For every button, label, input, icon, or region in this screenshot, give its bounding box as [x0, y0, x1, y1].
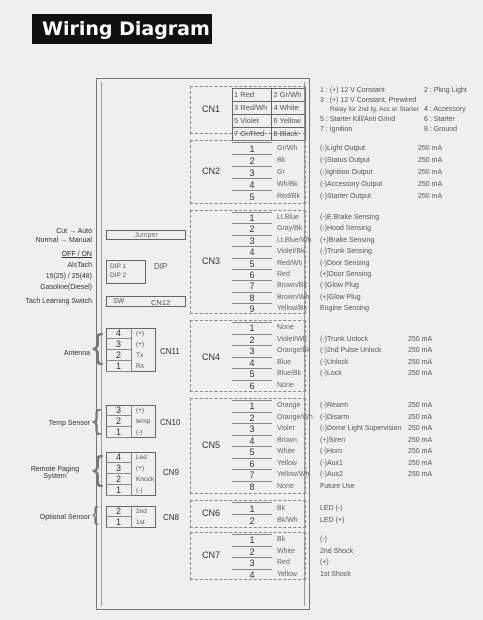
wire-function: (-)2nd Pulse Unlock — [320, 347, 382, 354]
dip-rpm-label: 15(25) / 25(48) — [45, 273, 92, 280]
wire-color: Red/Wh — [277, 259, 303, 267]
dip-label: DIP — [154, 262, 168, 271]
cn1-legend-item: 3 : (+) 12 V Constant, Prewired — [320, 97, 417, 104]
current-rating: 250 mA — [408, 425, 433, 432]
cn1-cell: 1 Red — [233, 89, 272, 102]
pin-number: 1 — [106, 361, 132, 372]
cn1-pin-grid — [232, 88, 306, 141]
current-rating: 250 mA — [408, 402, 433, 409]
wire-function: (-) — [320, 536, 327, 543]
pin-signal: (+) — [136, 341, 145, 348]
pin-number: 5 — [232, 258, 272, 270]
wire-function: (-)Ignition Output — [320, 169, 373, 176]
wire-function: 1st Shock — [320, 570, 351, 578]
pin-number: 1 — [232, 400, 272, 413]
wire-color: None — [277, 482, 294, 490]
current-rating: 250 mA — [408, 436, 433, 444]
current-rating: 250 mA — [408, 347, 433, 354]
cn1-cell: 6 Yellow — [272, 115, 306, 128]
wire-color: Orange/Bk — [277, 347, 311, 354]
pin-signal: 2nd — [136, 508, 147, 515]
pin-number: 7 — [232, 280, 272, 292]
pin-signal: (+) — [136, 465, 145, 472]
optional-sensor-label: Optional Sensor — [39, 514, 90, 521]
dip-fuel-label: Gasoline(Diesel) — [40, 284, 92, 291]
pin-number: 1 — [232, 534, 272, 547]
wire-function: (-)Trunk Unlock — [320, 335, 368, 343]
wire-color: Orange — [277, 402, 301, 409]
pin-signal: (+) — [136, 330, 145, 337]
wire-color: Lt.Blue — [277, 214, 299, 221]
pin-signal: (+) — [136, 407, 145, 414]
cn11-label: CN11 — [160, 347, 180, 356]
wire-color: Violet — [277, 425, 295, 432]
pin-number: 4 — [232, 569, 272, 582]
wire-function: (-)Door Sensing — [320, 259, 370, 267]
pin-number: 2 — [232, 223, 272, 235]
wire-color: White — [277, 448, 295, 455]
wire-function: (+)Door Sensing — [320, 271, 372, 278]
pin-number: 1 — [232, 142, 272, 155]
wire-function: (-)E.Brake Sensing — [320, 214, 380, 221]
wire-function: (-)Disarm — [320, 413, 350, 421]
pin-number: 3 — [232, 166, 272, 179]
pin-number: 3 — [232, 345, 272, 358]
temp-sensor-label: Temp Sensor — [48, 420, 90, 427]
pin-number: 4 — [106, 452, 132, 463]
optional-brace-icon: { — [92, 504, 99, 526]
cn8-label: CN8 — [163, 513, 180, 522]
wire-color: Red/Bk — [277, 193, 300, 200]
current-rating: 250 mA — [418, 193, 443, 200]
pin-number: 4 — [232, 435, 272, 448]
wire-function: (-)Unlock — [320, 358, 349, 366]
pin-number: 4 — [232, 246, 272, 258]
cn6-label: CN6 — [202, 508, 221, 518]
cn1-legend-item: 6 : Starter — [424, 116, 455, 123]
pin-number: 2 — [106, 474, 132, 485]
antenna-brace-icon: { — [92, 328, 104, 366]
pin-number: 9 — [232, 303, 272, 315]
pin-number: 3 — [106, 339, 132, 350]
pin-number: 5 — [232, 446, 272, 459]
dip-alstach-label: AlsTach — [67, 262, 92, 269]
current-rating: 250 mA — [418, 145, 443, 152]
wire-function: (-)Status Output — [320, 157, 370, 164]
page-title: Wiring Diagram — [32, 14, 212, 44]
cn1-legend-item: 4 : Accessory — [424, 106, 466, 113]
wire-function: (-)Accessory Output — [320, 181, 383, 188]
cn12-label: CN12 — [151, 298, 171, 307]
pin-number: 8 — [232, 292, 272, 304]
wire-color: Blue — [277, 358, 292, 366]
current-rating: 250 mA — [418, 157, 443, 164]
current-rating: 250 mA — [408, 448, 433, 455]
wire-color: Yellow/Bk — [277, 305, 308, 313]
cn1-legend-item: 7 : Ignition — [320, 126, 353, 133]
wire-color: Orange/Wh — [277, 413, 313, 421]
wire-color: Bk/Wh — [277, 517, 298, 524]
cn1-cell: 5 Violet — [233, 115, 272, 128]
current-rating: 250 mA — [418, 169, 443, 176]
sw-label: SW — [113, 298, 125, 305]
wire-function: (-)Light Output — [320, 145, 366, 152]
wire-color: Yellow/Wh — [277, 471, 310, 478]
current-rating: 250 mA — [408, 459, 433, 467]
wire-color: Brown — [277, 436, 297, 444]
cn1-cell: 7 Gr/Red — [233, 128, 272, 141]
pin-number: 2 — [232, 154, 272, 167]
cn9-label: CN9 — [163, 468, 180, 477]
pin-number: 6 — [232, 380, 272, 393]
wire-function: (-)Hood Sensing — [320, 225, 371, 233]
wire-function: (+)Brake Sensing — [320, 236, 375, 244]
antenna-label: Antenna — [63, 350, 90, 357]
wire-color: None — [277, 324, 294, 331]
pin-number: 3 — [106, 463, 132, 474]
pin-signal: (-) — [136, 429, 143, 436]
pin-signal: Knock — [136, 476, 155, 483]
remote-paging-label: Remote Paging System — [30, 466, 80, 480]
wire-color: White — [277, 547, 295, 555]
pin-signal: Rx — [136, 363, 144, 370]
pin-number: 6 — [232, 269, 272, 281]
pin-number: 3 — [106, 405, 132, 416]
dip-switch-1[interactable]: DIP 1 — [110, 263, 127, 270]
cn1-label: CN1 — [202, 104, 221, 114]
pin-number: 2 — [232, 412, 272, 425]
pin-number: 1 — [232, 502, 272, 515]
pin-signal: Tx — [136, 352, 144, 359]
pin-signal: 1st — [136, 519, 145, 526]
wire-function: (+)Siren — [320, 436, 346, 444]
cn7-label: CN7 — [202, 550, 221, 560]
pin-number: 8 — [232, 481, 272, 494]
jumper-cut-auto-label: Cut → Auto — [56, 228, 92, 235]
pin-number: 1 — [106, 427, 132, 438]
cn2-label: CN2 — [202, 166, 221, 176]
wire-color: Blue/Bk — [277, 370, 302, 377]
wire-color: Gr — [277, 169, 285, 176]
pin-number: 1 — [106, 485, 132, 496]
wire-function: (-)Trunk Sensing — [320, 248, 372, 256]
pin-number: 1 — [106, 517, 132, 528]
cn1-cell: 3 Red/Wh — [233, 102, 272, 115]
wire-function: (-)Aux2 — [320, 471, 343, 478]
cn5-label: CN5 — [202, 440, 221, 450]
wire-function: (+) — [320, 559, 329, 566]
cn10-label: CN10 — [160, 418, 181, 427]
pin-number: 6 — [232, 458, 272, 471]
pin-number: 4 — [232, 178, 272, 191]
jumper-normal-manual-label: Normal → Manual — [35, 237, 92, 244]
pin-number: 2 — [232, 334, 272, 347]
pin-number: 2 — [106, 350, 132, 361]
current-rating: 250 mA — [418, 181, 443, 188]
current-rating: 250 mA — [408, 471, 433, 478]
dip-switch-2[interactable]: DIP 2 — [110, 272, 127, 279]
pin-number: 3 — [232, 423, 272, 436]
wire-function: (-)Lock — [320, 370, 342, 377]
wire-color: Gray/Bk — [277, 225, 303, 233]
cn3-label: CN3 — [202, 256, 221, 266]
wire-color: Yellow — [277, 570, 297, 578]
cn1-legend-item: Relay for 2nd Ig, Acc or Starter — [330, 106, 419, 113]
wire-color: Red — [277, 271, 290, 278]
cn1-cell: 4 White — [272, 102, 306, 115]
pin-number: 7 — [232, 469, 272, 482]
wire-color: Red — [277, 559, 290, 566]
wire-function: (-)Horn — [320, 448, 343, 455]
pin-number: 4 — [106, 328, 132, 339]
current-rating: 250 mA — [408, 370, 433, 377]
wire-function: (-)Dome Light Supervision — [320, 425, 402, 432]
pin-number: 2 — [232, 546, 272, 559]
wire-color: Gr/Wh — [277, 145, 298, 152]
tach-learning-label: Tach Learning Switch — [25, 298, 92, 305]
wire-color: Bk — [277, 505, 286, 512]
cn1-cell: 2 Gr/Wh — [272, 89, 306, 102]
temp-brace-icon: { — [92, 404, 102, 435]
tach-learning-switch[interactable] — [106, 296, 186, 307]
wire-function: (+)Glow Plug — [320, 293, 361, 301]
wire-function: (-)Starter Output — [320, 193, 371, 200]
dip-off-on-label: OFF / ON — [61, 251, 92, 258]
cn1-legend-item: 2 : Pkng Light — [424, 87, 467, 94]
pin-signal: temp — [136, 418, 151, 425]
dip-switch[interactable] — [106, 260, 146, 284]
wire-function: (-)Aux1 — [320, 459, 343, 467]
current-rating: 250 mA — [408, 335, 433, 343]
wire-color: Wh/Bk — [277, 181, 298, 188]
wire-function: (-)Rearm — [320, 402, 348, 409]
wire-color: None — [277, 381, 294, 389]
wire-color: Lt.Blue/Wh — [277, 236, 312, 244]
paging-brace-icon: { — [92, 450, 104, 488]
pin-number: 3 — [232, 235, 272, 247]
pin-number: 2 — [106, 416, 132, 427]
wire-function: 2nd Shock — [320, 547, 354, 555]
wire-function: Engine Sensing — [320, 305, 370, 313]
cn1-legend-item: 5 : Starter Kill/Anti Grind — [320, 116, 396, 123]
wire-function: LED (+) — [320, 517, 345, 524]
pin-signal: (-) — [136, 487, 143, 494]
wire-color: Violet/Bk — [277, 248, 305, 256]
wire-color: Yellow — [277, 459, 297, 467]
pin-number: 5 — [232, 368, 272, 381]
pin-number: 1 — [232, 212, 272, 224]
pin-number: 1 — [232, 322, 272, 335]
wire-function: LED (-) — [320, 505, 343, 512]
wire-function: (-)Glow Plug — [320, 282, 359, 290]
pin-number: 2 — [106, 506, 132, 517]
cn1-cell: 8 Black — [272, 128, 306, 141]
pin-number: 4 — [232, 357, 272, 370]
wire-function: Future Use — [320, 482, 355, 490]
jumper[interactable]: Jumper — [106, 230, 186, 240]
pin-number: 5 — [232, 190, 272, 203]
cn1-legend-item: 8 : Ground — [424, 126, 458, 133]
wire-color: Brown/Bk — [277, 282, 307, 290]
pin-number: 2 — [232, 514, 272, 527]
wire-color: Bk — [277, 536, 286, 543]
cn1-legend-item: 1 : (+) 12 V Constant — [320, 87, 385, 94]
cn4-label: CN4 — [202, 352, 221, 362]
pin-number: 3 — [232, 557, 272, 570]
wire-color: Bk — [277, 157, 286, 164]
current-rating: 250 mA — [408, 358, 433, 366]
wire-color: Violet/Wh — [277, 335, 307, 343]
current-rating: 250 mA — [408, 413, 433, 421]
wire-color: Brown/Wh — [277, 293, 310, 301]
pin-signal: Led — [136, 454, 147, 461]
